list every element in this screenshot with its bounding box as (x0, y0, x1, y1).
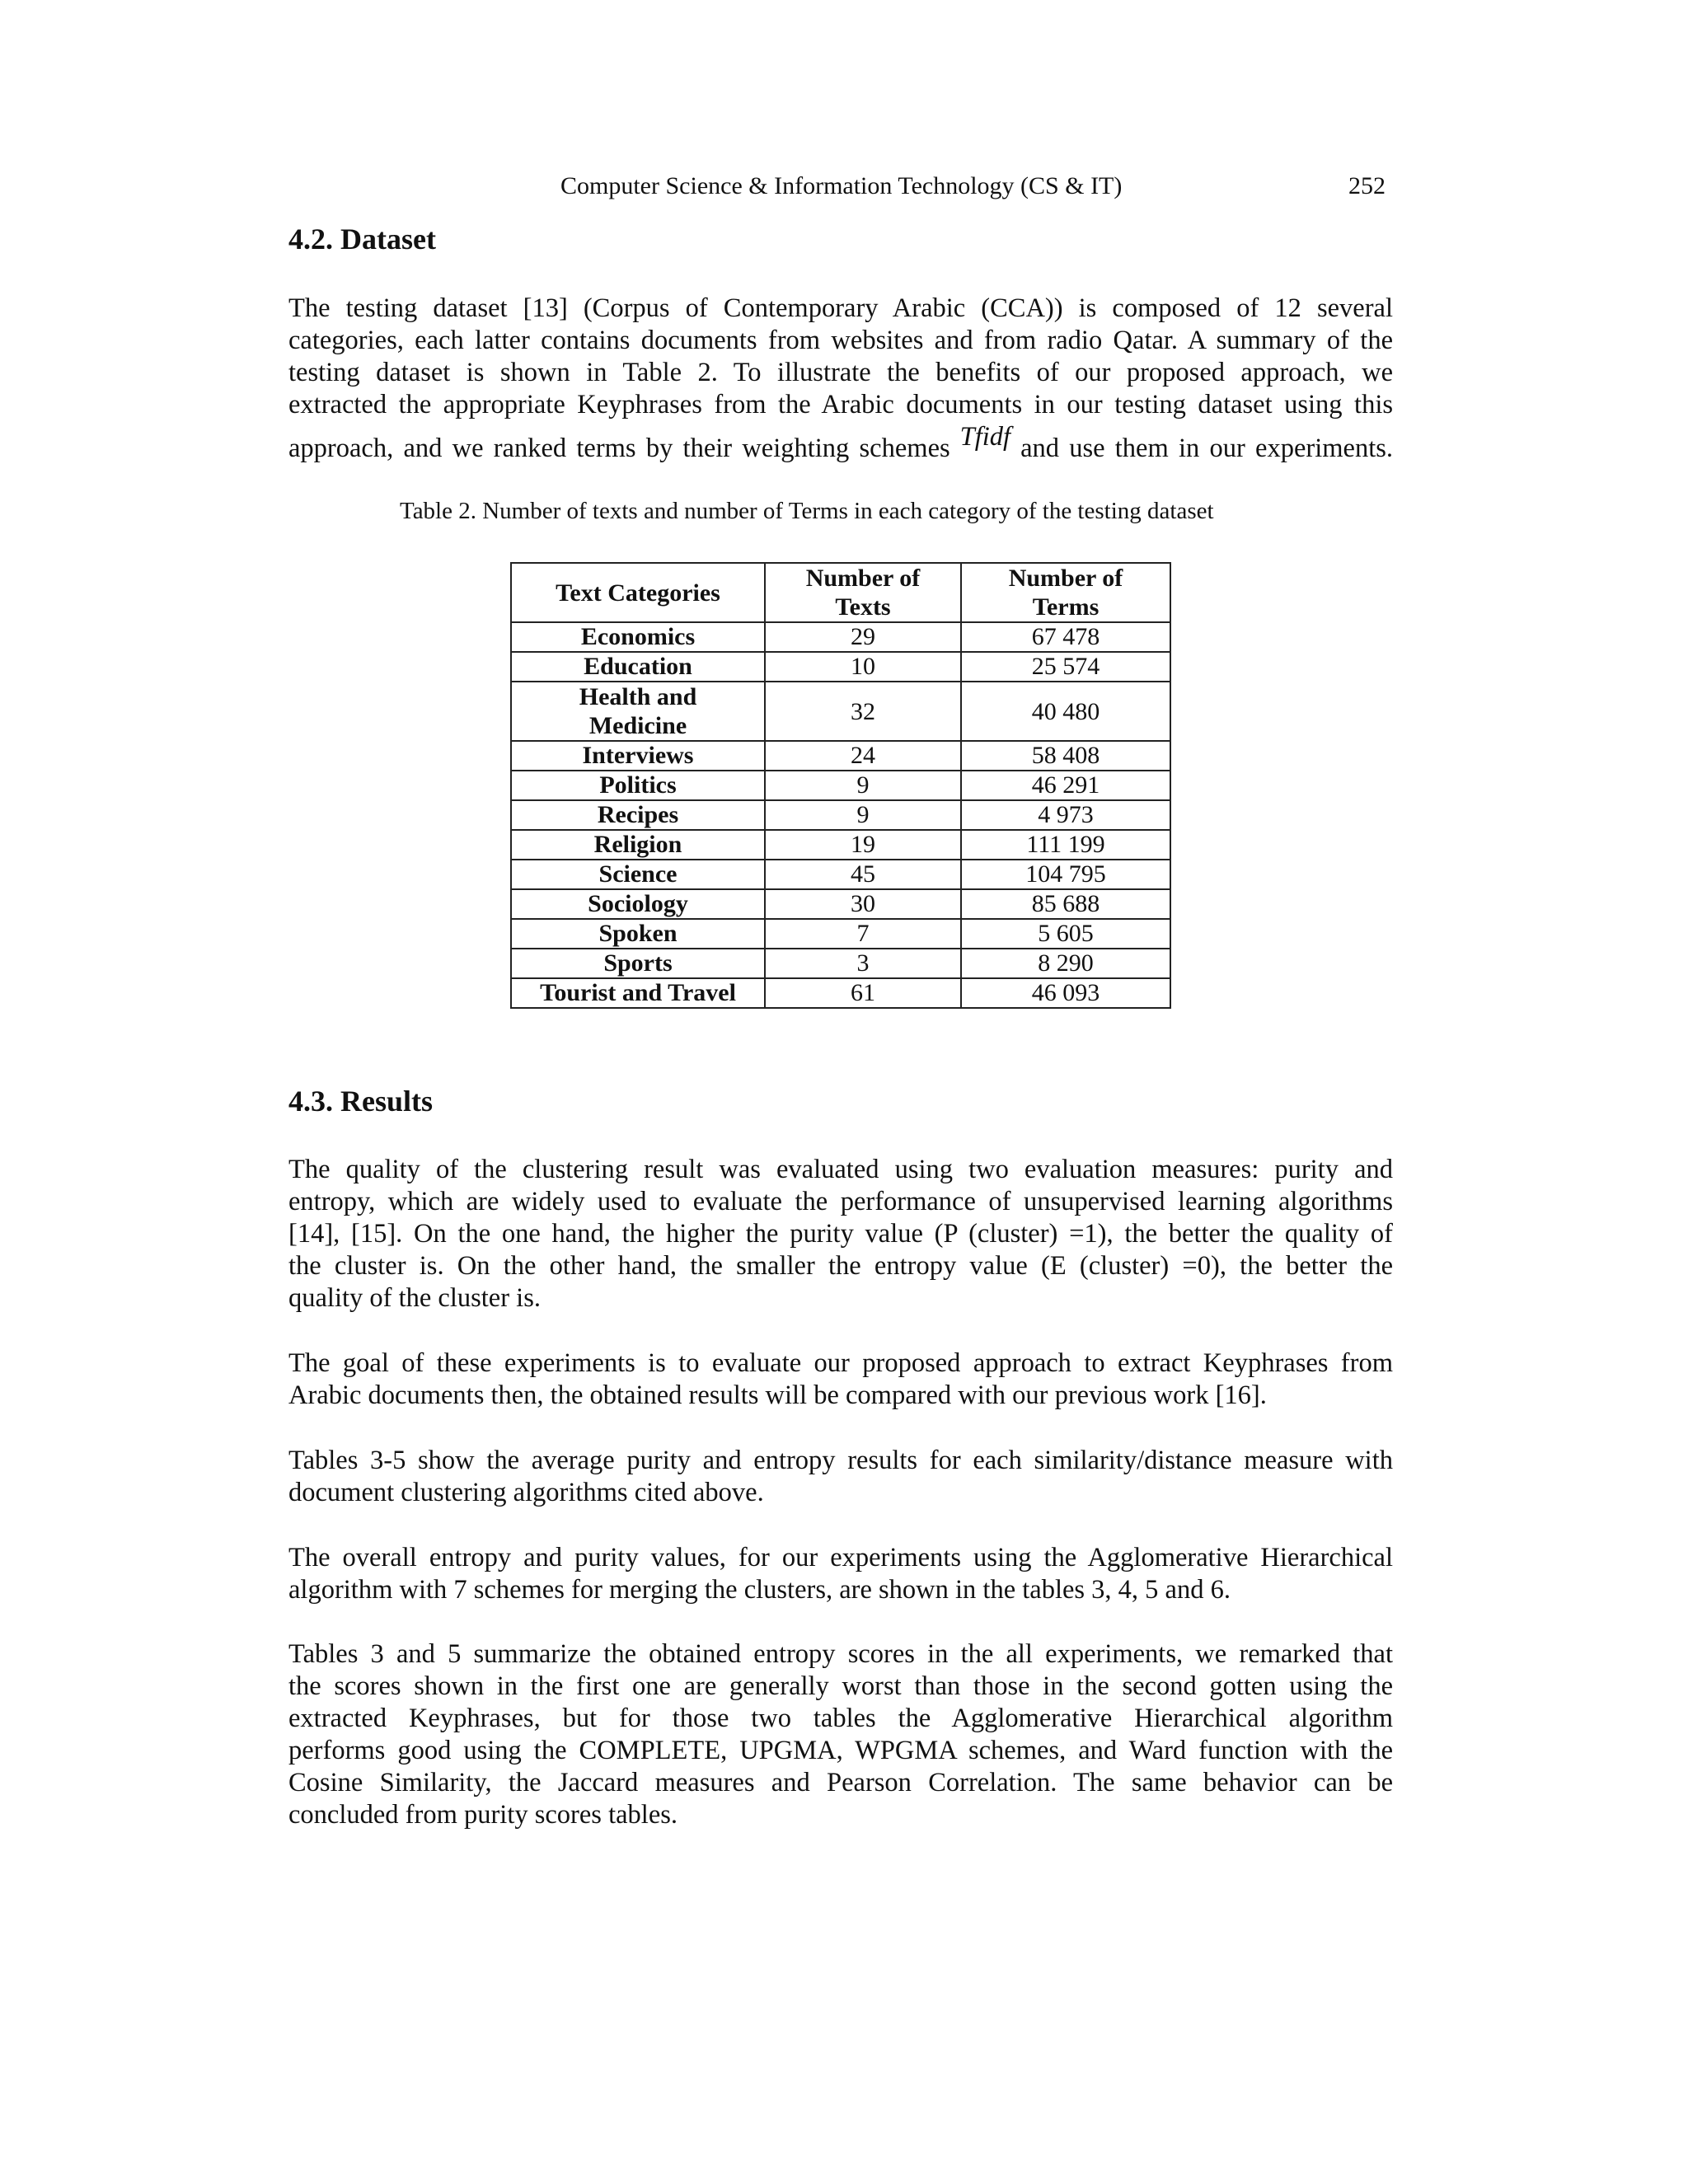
terms-cell: 4 973 (961, 800, 1170, 830)
texts-cell: 9 (765, 771, 961, 800)
terms-cell: 46 093 (961, 978, 1170, 1008)
text-fragment: and use them in our experiments. (1020, 434, 1393, 463)
table-row (511, 622, 1170, 652)
results-paragraph-3 (288, 1445, 1393, 1509)
terms-cell: 25 574 (961, 652, 1170, 682)
results-paragraph-5 (288, 1638, 1393, 1831)
texts-cell: 24 (765, 741, 961, 771)
section-heading-dataset: 4.2. Dataset (288, 223, 436, 255)
text-line: performs good using the COMPLETE, UPGMA, WPGMA schemes, and Ward function with the (288, 1736, 1393, 1765)
text-line: algorithm with 7 schemes for merging the clusters, are shown in the tables 3, 4, 5 and 6. (288, 1575, 1231, 1605)
category-cell: Sports (511, 949, 765, 978)
text-line: concluded from purity scores tables. (288, 1800, 678, 1830)
terms-cell: 58 408 (961, 741, 1170, 771)
page-number: 252 (1348, 172, 1386, 199)
header-text-categories: Text Categories (511, 563, 765, 622)
text-line: The testing dataset [13] (Corpus of Contemporary Arabic (CCA)) is composed of 12 several (288, 293, 1393, 323)
results-paragraph-1 (288, 1154, 1393, 1315)
running-header-title: Computer Science & Information Technology (CS & IT) (560, 172, 1123, 199)
header-number-of-texts: Number of Texts (765, 563, 961, 622)
table-header-row (511, 563, 1170, 622)
text-line: [14], [15]. On the one hand, the higher the purity value (P (cluster) =1), the better the quality of (288, 1219, 1393, 1249)
text-line: the scores shown in the first one are generally worst than those in the second gotten using the (288, 1671, 1393, 1701)
terms-cell: 67 478 (961, 622, 1170, 652)
table-row (511, 860, 1170, 889)
texts-cell: 45 (765, 860, 961, 889)
text-line: Tables 3-5 show the average purity and entropy results for each similarity/distance measure with (288, 1446, 1393, 1475)
header-number-of-terms: Number of Terms (961, 563, 1170, 622)
category-cell: Spoken (511, 919, 765, 949)
text-line: testing dataset is shown in Table 2. To illustrate the benefits of our proposed approach, we (288, 358, 1393, 387)
text-line: The overall entropy and purity values, for our experiments using the Agglomerative Hierarchical (288, 1543, 1393, 1572)
category-cell: Science (511, 860, 765, 889)
category-cell: Recipes (511, 800, 765, 830)
table-row (511, 771, 1170, 800)
category-cell: Politics (511, 771, 765, 800)
text-line: quality of the cluster is. (288, 1283, 541, 1313)
terms-cell: 111 199 (961, 830, 1170, 860)
table-row (511, 682, 1170, 741)
table-row (511, 830, 1170, 860)
terms-cell: 40 480 (961, 682, 1170, 741)
table-caption: Table 2. Number of texts and number of Terms in each category of the testing dataset (400, 498, 1214, 524)
category-cell: Education (511, 652, 765, 682)
category-cell: Economics (511, 622, 765, 652)
texts-cell: 7 (765, 919, 961, 949)
table-row (511, 978, 1170, 1008)
results-paragraph-2 (288, 1347, 1393, 1412)
terms-cell: 8 290 (961, 949, 1170, 978)
text-line: Arabic documents then, the obtained results will be compared with our previous work [16]. (288, 1380, 1267, 1410)
table-row (511, 800, 1170, 830)
terms-cell: 46 291 (961, 771, 1170, 800)
results-paragraph-4 (288, 1542, 1393, 1606)
dataset-paragraph (288, 293, 1393, 466)
text-fragment: approach, and we ranked terms by their weighting schemes (288, 434, 950, 463)
text-line-with-tfidf (288, 421, 1393, 466)
text-line: Cosine Similarity, the Jaccard measures and Pearson Correlation. The same behavior can be (288, 1768, 1393, 1797)
text-line: the cluster is. On the other hand, the smaller the entropy value (E (cluster) =0), the better the (288, 1251, 1393, 1281)
category-cell: Health and Medicine (511, 682, 765, 741)
text-line: The quality of the clustering result was evaluated using two evaluation measures: purity and (288, 1155, 1393, 1184)
texts-cell: 61 (765, 978, 961, 1008)
texts-cell: 9 (765, 800, 961, 830)
texts-cell: 3 (765, 949, 961, 978)
dataset-table (510, 562, 1171, 1009)
terms-cell: 85 688 (961, 889, 1170, 919)
text-line: extracted Keyphrases, but for those two tables the Agglomerative Hierarchical algorithm (288, 1704, 1393, 1733)
table-row (511, 741, 1170, 771)
category-cell: Religion (511, 830, 765, 860)
terms-cell: 5 605 (961, 919, 1170, 949)
table-row (511, 919, 1170, 949)
text-line: categories, each latter contains documents from websites and from radio Qatar. A summary of the (288, 326, 1393, 355)
text-line: The goal of these experiments is to evaluate our proposed approach to extract Keyphrases from (288, 1348, 1393, 1378)
text-line: entropy, which are widely used to evaluate the performance of unsupervised learning algorithms (288, 1187, 1393, 1216)
section-heading-results: 4.3. Results (288, 1085, 434, 1118)
texts-cell: 32 (765, 682, 961, 741)
texts-cell: 19 (765, 830, 961, 860)
table-row (511, 889, 1170, 919)
table-row (511, 652, 1170, 682)
text-line: document clustering algorithms cited above. (288, 1478, 764, 1507)
category-cell: Sociology (511, 889, 765, 919)
terms-cell: 104 795 (961, 860, 1170, 889)
table-row (511, 949, 1170, 978)
text-line: extracted the appropriate Keyphrases from the Arabic documents in our testing dataset using this (288, 390, 1393, 419)
category-cell: Interviews (511, 741, 765, 771)
texts-cell: 30 (765, 889, 961, 919)
texts-cell: 29 (765, 622, 961, 652)
category-cell: Tourist and Travel (511, 978, 765, 1008)
tfidf-symbol: Tfidf (959, 422, 1011, 452)
texts-cell: 10 (765, 652, 961, 682)
text-line: Tables 3 and 5 summarize the obtained entropy scores in the all experiments, we remarked that (288, 1639, 1393, 1669)
